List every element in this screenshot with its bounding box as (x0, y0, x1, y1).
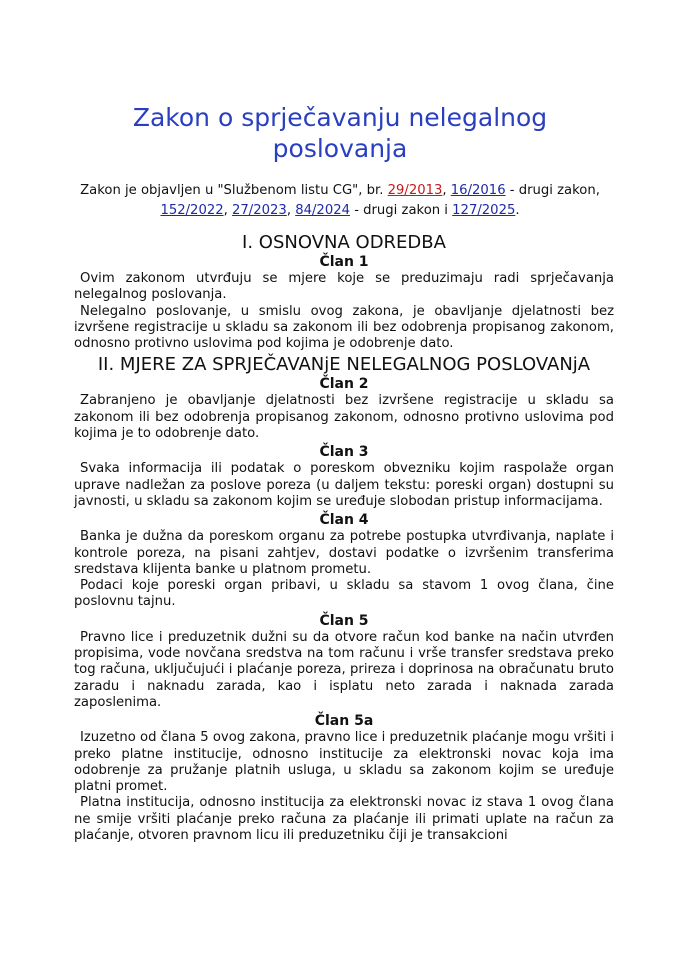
article-heading: Član 5a (314, 713, 374, 730)
article-paragraph: Platna institucija, odnosno institucija za elektronski novac iz stava 1 ovog člana ne smije vršiti plaćanje preko računa za plaćanje ili primati uplate na račun za plaćanje, otvoren pravnom licu ili preduzetniku čiji je transakcioni (74, 795, 614, 844)
publication-info: Zakon je objavljen u "Službenom listu CG", br. 29/2013, 16/2016 - drugi zakon, 152/2022, 27/2023, 84/2024 - drugi zakon i 127/2025. (80, 183, 600, 218)
article-paragraph: Svaka informacija ili podatak o poreskom obvezniku kojim raspolaže organ uprave nadležan za poslove poreza (u daljem tekstu: poreski organ) dostupni su javnosti, u skladu sa zakonom kojim se uređuje slobodan pristup informacijama. (74, 461, 614, 509)
article-heading: Član 4 (319, 512, 369, 529)
article-paragraph: Zabranjeno je obavljanje djelatnosti bez izvršene registracije u skladu sa zakonom ili bez odobrenja propisanog zakonom, odnosno protivno uslovima pod kojima je to odobrenje dato. (74, 393, 614, 442)
section-heading: I. OSNOVNA ODREDBA (242, 232, 446, 253)
article-paragraph: Banka je dužna da poreskom organu za potrebe postupka utvrđivanja, naplate i kontrole poreza, na pisani zahtjev, dostavi podatke o izvršenim transferima sredstava klijenta banke u platnom prometu. (74, 529, 614, 577)
section-heading: II. MJERE ZA SPRJEČAVANjE NELEGALNOG POSLOVANjA (97, 354, 591, 376)
article-heading: Član 3 (319, 444, 369, 461)
gazette-ref-link[interactable]: 16/2016 (450, 183, 506, 198)
article-heading: Član 5 (319, 612, 369, 629)
article-paragraph: Podaci koje poreski organ pribavi, u skladu sa stavom 1 ovog člana, čine poslovnu tajnu. (74, 578, 614, 610)
document-title: Zakon o sprječavanju nelegalnog poslovanja (132, 103, 548, 163)
gazette-ref-link[interactable]: 27/2023 (232, 203, 287, 218)
gazette-ref-link[interactable]: 152/2022 (160, 203, 224, 218)
publication-prefix: Zakon je objavljen u "Službenom listu CG", br. (80, 183, 384, 198)
article-heading: Član 1 (319, 254, 369, 270)
article-paragraph: Izuzetno od člana 5 ovog zakona, pravno lice i preduzetnik plaćanje mogu vršiti i preko platne institucije, odnosno institucije za elektronski novac koja ima odobrenje za pružanje platnih usluga, u skladu sa zakonom kojim se uređuje platni promet. (74, 730, 614, 795)
gazette-ref-link[interactable]: 84/2024 (295, 203, 350, 218)
article-paragraph: Nelegalno poslovanje, u smislu ovog zakona, je obavljanje djelatnosti bez izvršene registracije u skladu sa zakonom ili bez odobrenja propisanog zakonom, odnosno protivno uslovima pod kojima je odobrenje dato. (74, 303, 614, 352)
gazette-ref-link[interactable]: 29/2013 (387, 183, 443, 198)
gazette-ref-link[interactable]: 127/2025 (452, 203, 516, 218)
article-paragraph: Ovim zakonom utvrđuju se mjere koje se preduzimaju radi sprječavanja nelegalnog poslovanja. (74, 271, 614, 303)
law-body (74, 232, 614, 844)
article-heading: Član 2 (319, 376, 369, 393)
article-paragraph: Pravno lice i preduzetnik dužni su da otvore račun kod banke na način utvrđen propisima, vode novčana sredstva na tom računu i vrše transfer sredstava preko tog računa, uključujući i plaćanje poreza, prireza i doprinosa na obračunatu bruto zaradu i naknadu zarada, kao i isplatu neto zarada i naknada zarada zaposlenima. (74, 629, 614, 710)
